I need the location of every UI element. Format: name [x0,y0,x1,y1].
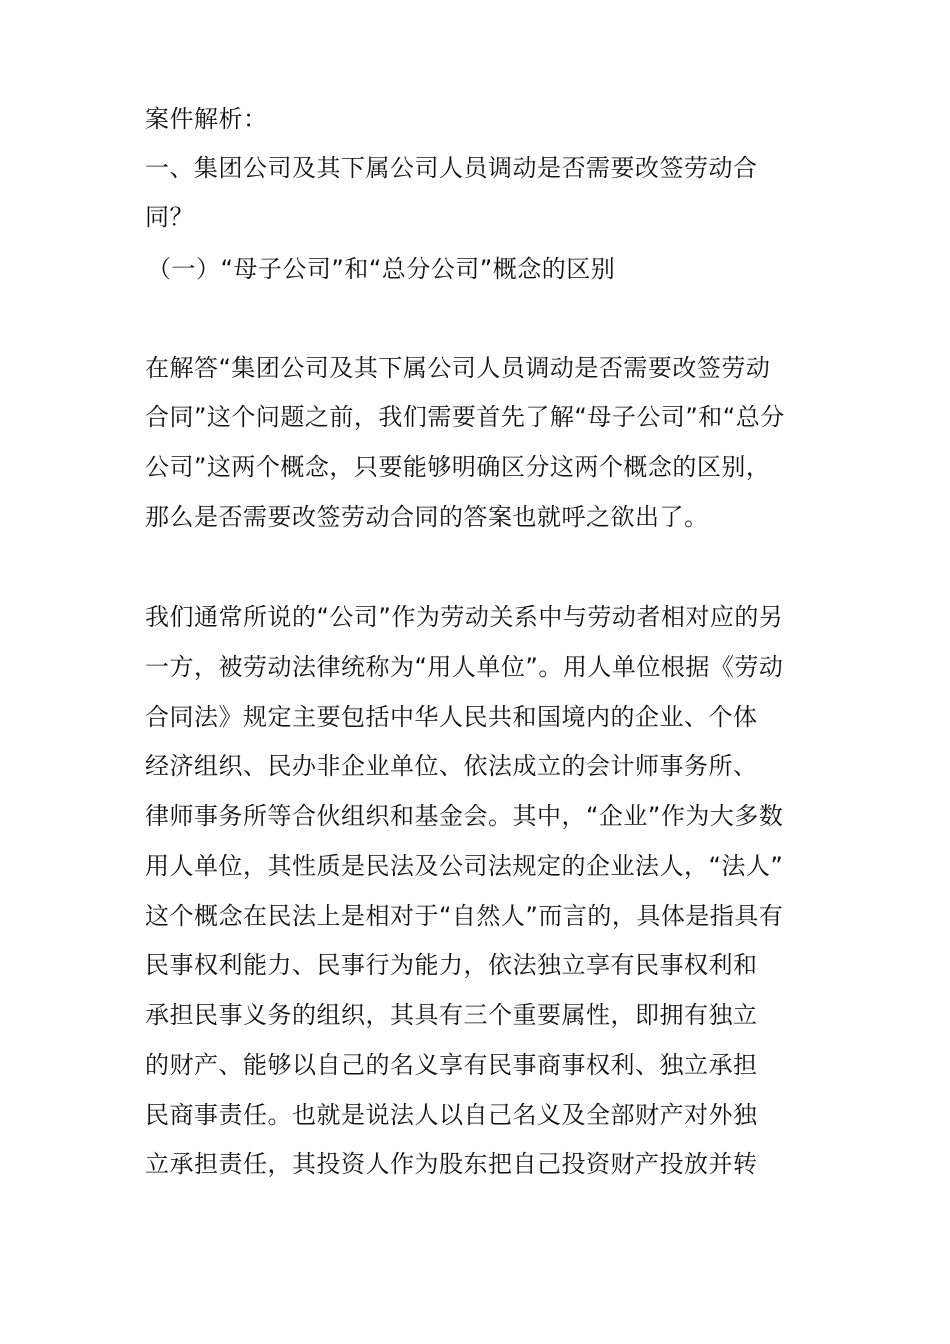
question-1-title-line-1: 一、集团公司及其下属公司人员调动是否需要改签劳动合 [145,154,758,182]
paragraph-2-line: 立承担责任，其投资人作为股东把自己投资财产投放并转 [145,1150,758,1178]
paragraph-2-line: 经济组织、民办非企业单位、依法成立的会计师事务所、 [145,752,758,780]
paragraph-2-line: 一方，被劳动法律统称为“用人单位”。用人单位根据《劳动 [145,653,784,681]
paragraph-2-line: 民事权利能力、民事行为能力，依法独立享有民事权利和 [145,951,758,979]
question-1-title-line-2: 同？ [145,203,194,231]
paragraph-1-line: 在解答“集团公司及其下属公司人员调动是否需要改签劳动 [145,354,771,382]
case-analysis-heading: 案件解析： [145,105,268,133]
paragraph-2-line: 我们通常所说的“公司”作为劳动关系中与劳动者相对应的另 [145,603,784,631]
paragraph-1-line: 那么是否需要改签劳动合同的答案也就呼之欲出了。 [145,503,709,531]
paragraph-2-line: 用人单位，其性质是民法及公司法规定的企业法人，“法人” [145,852,784,880]
paragraph-2-line: 合同法》规定主要包括中华人民共和国境内的企业、个体 [145,703,758,731]
paragraph-1-line: 公司”这两个概念，只要能够明确区分这两个概念的区别， [145,453,771,481]
paragraph-2-line: 的财产、能够以自己的名义享有民事商事权利、独立承担 [145,1051,758,1079]
paragraph-2-line: 律师事务所等合伙组织和基金会。其中，“企业”作为大多数 [145,802,784,830]
paragraph-2-line: 承担民事义务的组织，其具有三个重要属性，即拥有独立 [145,1001,758,1029]
subheading-1: （一）“母子公司”和“总分公司”概念的区别 [147,255,616,283]
paragraph-2-line: 这个概念在民法上是相对于“自然人”而言的，具体是指具有 [145,902,784,930]
paragraph-2-line: 民商事责任。也就是说法人以自己名义及全部财产对外独 [145,1101,758,1129]
paragraph-1-line: 合同”这个问题之前，我们需要首先了解“母子公司”和“总分 [145,403,785,431]
